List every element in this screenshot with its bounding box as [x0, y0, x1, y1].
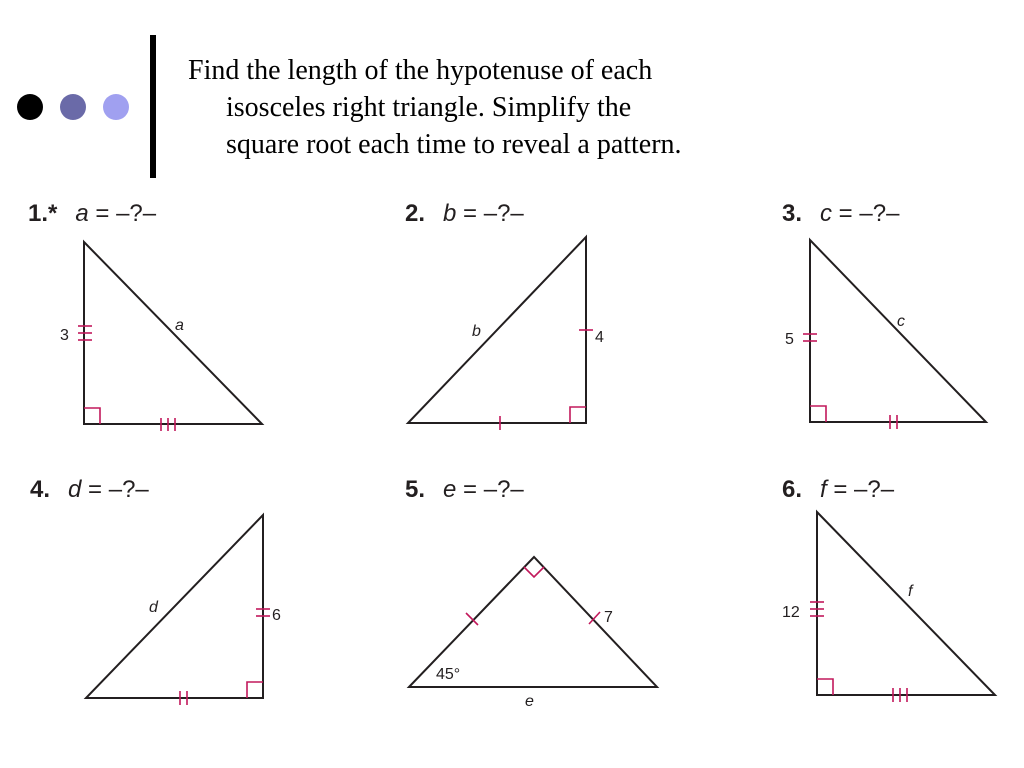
problem-variable: a [75, 200, 89, 227]
right-angle-mark [524, 567, 544, 577]
problem-number: 5. [405, 476, 426, 503]
problem-equation: = –?– [456, 476, 524, 503]
leg-label: 12 [782, 604, 800, 621]
triangle-2-outline [408, 237, 586, 423]
leg-label: 7 [604, 609, 613, 626]
triangle-1-outline [84, 242, 262, 424]
right-angle-mark [570, 407, 586, 423]
hypotenuse-label: e [525, 693, 534, 710]
problem-number: 1.* [28, 200, 58, 227]
instruction-line-3: square root each time to reveal a pattern. [226, 129, 682, 160]
right-angle-mark [810, 406, 826, 422]
right-angle-mark [84, 408, 100, 424]
hypotenuse-label: b [472, 323, 481, 340]
triangle-3 [785, 240, 986, 429]
triangle-4-outline [86, 515, 263, 698]
triangle-3-outline [810, 240, 986, 422]
leg-label: 5 [785, 331, 794, 348]
problem-equation: = –?– [88, 200, 157, 227]
triangle-2 [408, 237, 604, 430]
instruction-line-2: isosceles right triangle. Simplify the [226, 92, 632, 123]
problem-variable: e [443, 476, 457, 503]
leg-label: 3 [60, 327, 69, 344]
problem-number: 2. [405, 200, 426, 227]
leg-label: 6 [272, 607, 281, 624]
problem-variable: b [443, 200, 457, 227]
hypotenuse-label: d [149, 599, 158, 616]
problem-variable: c [820, 200, 833, 227]
leg-label: 4 [595, 329, 604, 346]
triangle-5 [409, 557, 657, 710]
hypotenuse-label: f [908, 583, 913, 600]
problem-equation: = –?– [81, 476, 149, 503]
problem-number: 4. [30, 476, 51, 503]
problem-equation: = –?– [826, 476, 895, 503]
right-angle-mark [247, 682, 263, 698]
problem-equation: = –?– [456, 200, 524, 227]
triangle-4 [86, 515, 281, 705]
triangle-6-outline [817, 512, 995, 695]
problem-equation: = –?– [832, 200, 900, 227]
instruction-line-1: Find the length of the hypotenuse of each [188, 55, 653, 86]
angle-label: 45° [436, 666, 461, 683]
problem-number: 6. [782, 476, 803, 503]
problem-variable: f [820, 476, 827, 503]
triangle-6 [782, 512, 995, 702]
right-angle-mark [817, 679, 833, 695]
hypotenuse-label: c [897, 313, 905, 330]
problem-variable: d [68, 476, 82, 503]
triangle-1 [60, 242, 262, 431]
problem-number: 3. [782, 200, 803, 227]
hypotenuse-label: a [175, 317, 184, 334]
leg-tick-mark [466, 613, 478, 625]
